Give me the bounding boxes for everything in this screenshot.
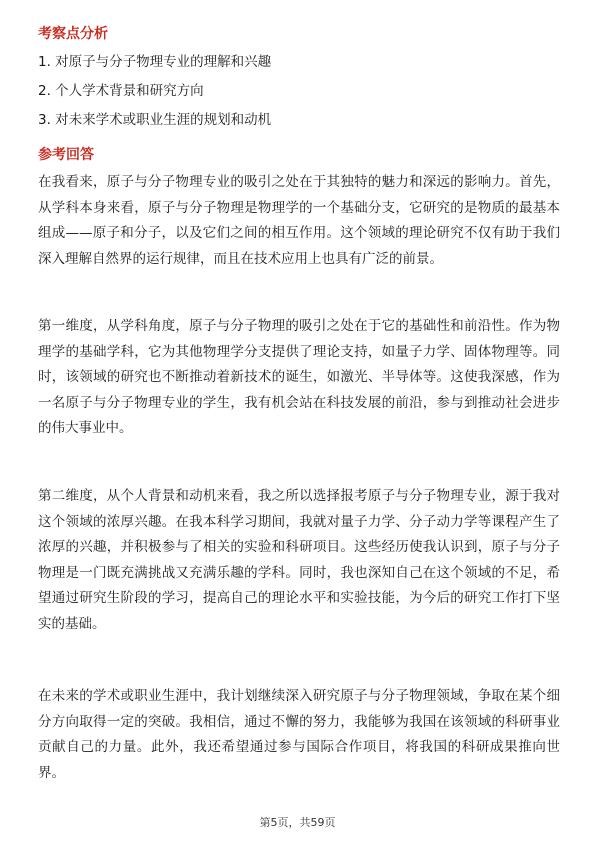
answer-paragraph-1: 在我看来，原子与分子物理专业的吸引之处在于其独特的魅力和深远的影响力。首先，从学科本身来看，原子与分子物理是物理学的一个基础分支，它研究的是物质的最基本组成——原子和分子，以及它们之间的相互作用。这个领域的理论研究不仅有助于我们深入理解自然界的运行规律，而且在技术应用上也具有广泛的前景。 (38, 174, 560, 267)
analysis-item-3: 3. 对未来学术或职业生涯的规划和动机 (38, 112, 272, 128)
analysis-item-2: 2. 个人学术背景和研究方向 (38, 83, 204, 99)
answer-paragraph-3: 第二维度，从个人背景和动机来看，我之所以选择报考原子与分子物理专业，源于我对这个领域的浓厚兴趣。在我本科学习期间，我就对量子力学、分子动力学等课程产生了浓厚的兴趣，并积极参与了相关的实验和科研项目。这些经历使我认识到，原子与分子物理是一门既充满挑战又充满乐趣的学科。同时，我也深知自己在这个领域的不足，希望通过研究生阶段的学习，提高自己的理论水平和实验技能，为今后的研究工作打下坚实的基础。 (38, 488, 560, 632)
answer-heading: 参考回答 (38, 147, 94, 163)
analysis-item-1: 1. 对原子与分子物理专业的理解和兴趣 (38, 54, 272, 70)
analysis-heading: 考察点分析 (38, 26, 108, 42)
answer-paragraph-2: 第一维度，从学科角度，原子与分子物理的吸引之处在于它的基础性和前沿性。作为物理学的基础学科，它为其他物理学分支提供了理论支持，如量子力学、固体物理等。同时，该领域的研究也不断推动着新技术的诞生，如激光、半导体等。这使我深感，作为一名原子与分子物理专业的学生，我有机会站在科技发展的前沿，参与到推动社会进步的伟大事业中。 (38, 318, 560, 437)
page-number: 第5页，共59页 (259, 816, 336, 829)
answer-paragraph-4: 在未来的学术或职业生涯中，我计划继续深入研究原子与分子物理领域，争取在某个细分方向取得一定的突破。我相信，通过不懈的努力，我能够为我国在该领域的科研事业贡献自己的力量。此外，我还希望通过参与国际合作项目，将我国的科研成果推向世界。 (38, 688, 560, 781)
